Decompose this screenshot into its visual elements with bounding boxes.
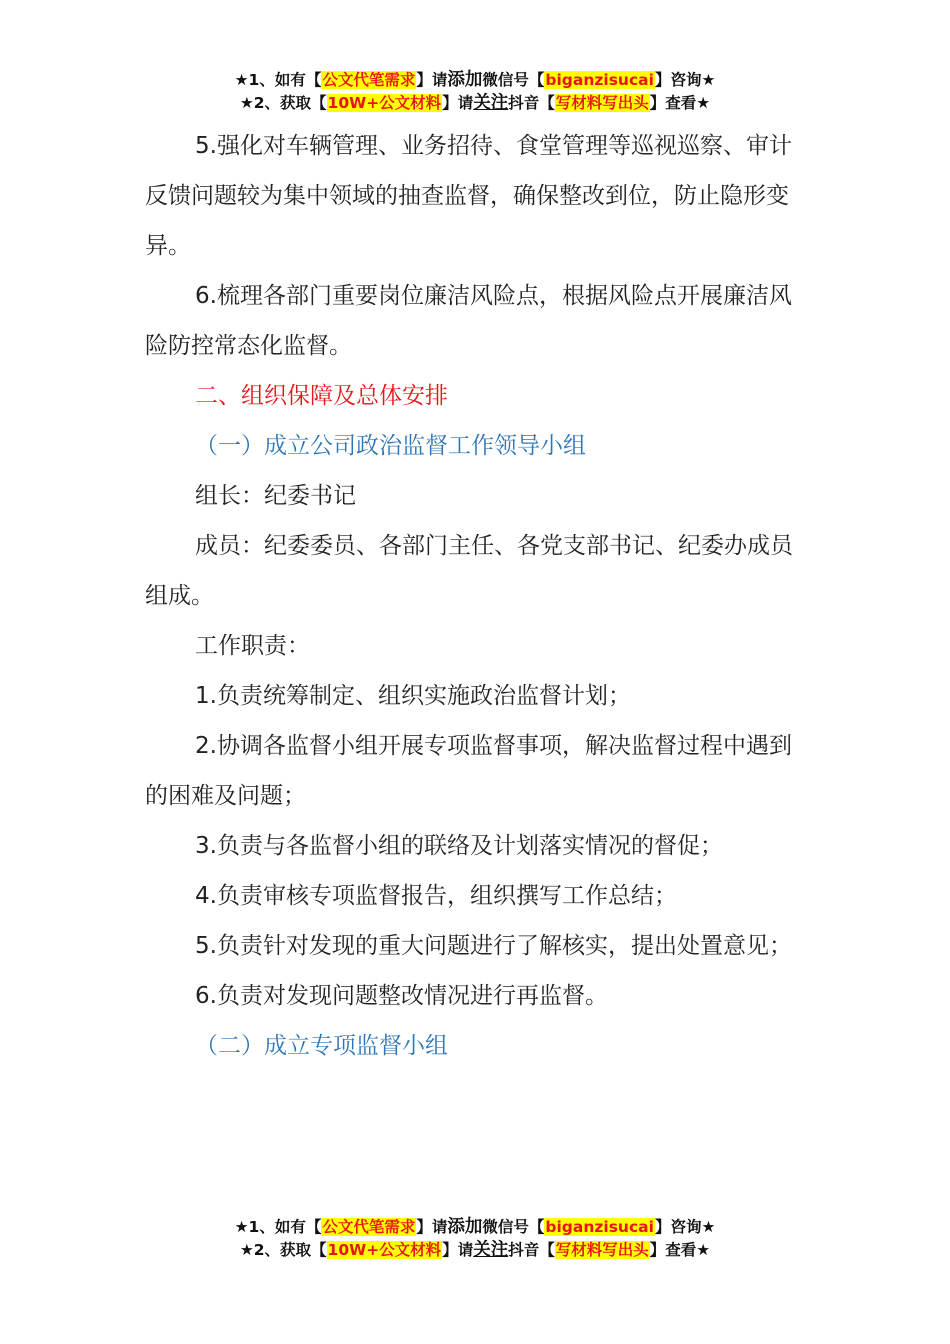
banner-text: 】请 <box>442 94 474 112</box>
banner-highlight: biganzisucai <box>545 1218 654 1236</box>
star-icon: ★ <box>234 71 249 89</box>
banner-text: 1、如有【 <box>248 1218 322 1236</box>
list-item: 4.负责审核专项监督报告，组织撰写工作总结； <box>195 883 677 909</box>
banner-line-1 <box>0 1216 950 1239</box>
star-icon: ★ <box>696 1241 711 1259</box>
star-icon: ★ <box>701 71 716 89</box>
banner-highlight: 公文代笔需求 <box>322 71 416 89</box>
banner-highlight: 10W+公文材料 <box>327 94 442 112</box>
banner-emphasis: 关注 <box>473 1240 509 1260</box>
banner-text: 】请 <box>416 71 448 89</box>
banner-line-1 <box>0 69 950 92</box>
footer-banner <box>0 1216 950 1262</box>
document-body <box>145 121 795 1071</box>
banner-line-2 <box>0 1239 950 1262</box>
banner-text: 】查看 <box>649 94 697 112</box>
banner-text: 2、获取【 <box>253 94 327 112</box>
star-icon: ★ <box>696 94 711 112</box>
banner-highlight: 公文代笔需求 <box>322 1218 416 1236</box>
banner-text: 1、如有【 <box>248 71 322 89</box>
section-heading: 二、组织保障及总体安排 <box>195 383 448 409</box>
banner-text: 微信号【 <box>482 1218 545 1236</box>
list-item: 3.负责与各监督小组的联络及计划落实情况的督促； <box>195 833 723 859</box>
banner-text: 】咨询 <box>654 71 702 89</box>
banner-text: 】咨询 <box>654 1218 702 1236</box>
paragraph: 5.强化对车辆管理、业务招待、食堂管理等巡视巡察、审计反馈问题较为集中领域的抽查监督，确保整改到位，防止隐形变异。 <box>145 133 792 259</box>
banner-text: 】请 <box>442 1241 474 1259</box>
banner-text: 抖音【 <box>508 94 555 112</box>
subsection-heading: （一）成立公司政治监督工作领导小组 <box>195 433 586 459</box>
list-item: 6.负责对发现问题整改情况进行再监督。 <box>195 983 608 1009</box>
banner-text: 】请 <box>416 1218 448 1236</box>
banner-text: 】查看 <box>649 1241 697 1259</box>
paragraph: 组长：纪委书记 <box>195 483 356 509</box>
banner-text: 2、获取【 <box>253 1241 327 1259</box>
banner-emphasis: 添加 <box>447 70 483 90</box>
list-item: 5.负责针对发现的重大问题进行了解核实，提出处置意见； <box>195 933 792 959</box>
star-icon: ★ <box>239 1241 254 1259</box>
banner-line-2 <box>0 92 950 115</box>
banner-highlight: biganzisucai <box>545 71 654 89</box>
banner-highlight: 写材料写出头 <box>555 94 649 112</box>
paragraph: 工作职责： <box>195 633 310 659</box>
star-icon: ★ <box>239 94 254 112</box>
banner-highlight: 写材料写出头 <box>555 1241 649 1259</box>
banner-emphasis: 添加 <box>447 1217 483 1237</box>
header-banner <box>0 69 950 115</box>
star-icon: ★ <box>234 1218 249 1236</box>
subsection-heading: （二）成立专项监督小组 <box>195 1033 448 1059</box>
star-icon: ★ <box>701 1218 716 1236</box>
banner-text: 抖音【 <box>508 1241 555 1259</box>
banner-text: 微信号【 <box>482 71 545 89</box>
list-item: 1.负责统筹制定、组织实施政治监督计划； <box>195 683 631 709</box>
paragraph: 6.梳理各部门重要岗位廉洁风险点，根据风险点开展廉洁风险防控常态化监督。 <box>145 283 792 359</box>
banner-emphasis: 关注 <box>473 93 509 113</box>
paragraph: 成员：纪委委员、各部门主任、各党支部书记、纪委办成员组成。 <box>145 533 793 609</box>
list-item: 2.协调各监督小组开展专项监督事项，解决监督过程中遇到的困难及问题； <box>145 733 792 809</box>
banner-highlight: 10W+公文材料 <box>327 1241 442 1259</box>
